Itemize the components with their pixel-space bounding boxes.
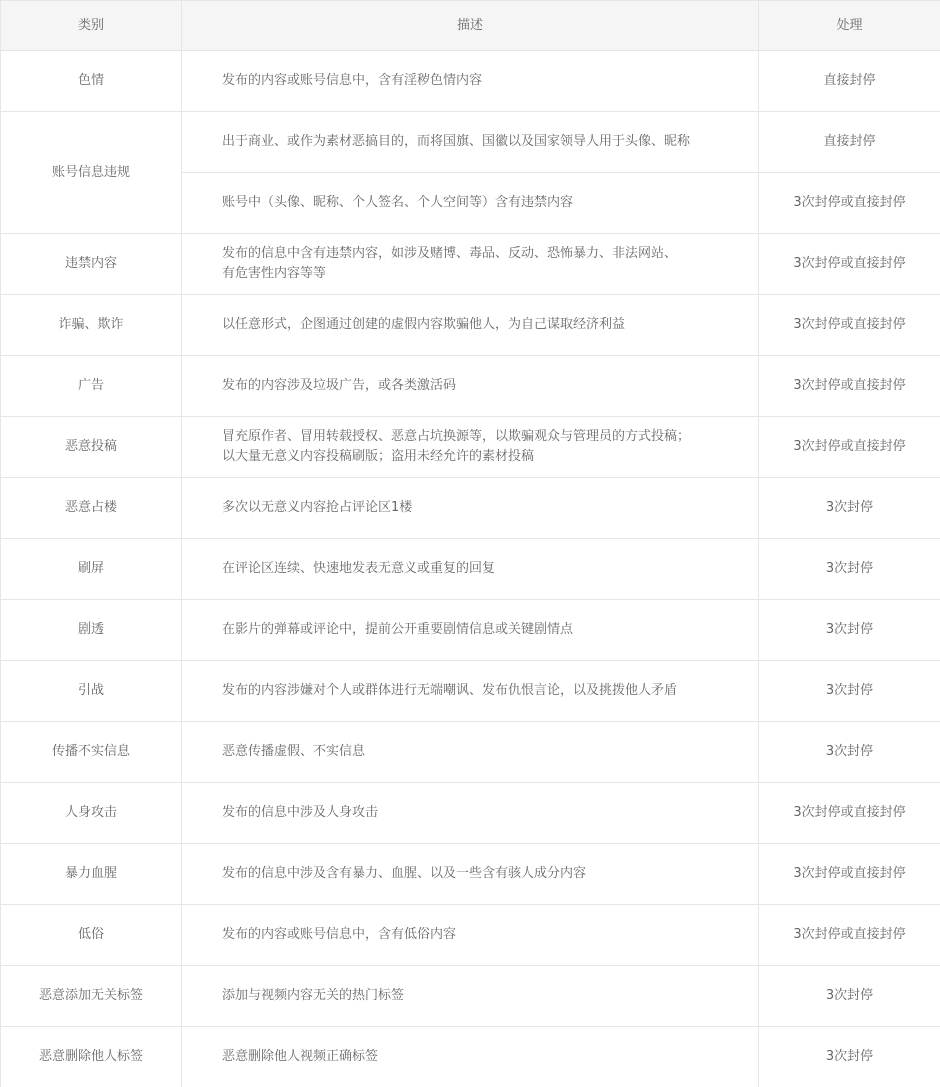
row-category: 违禁内容 — [1, 234, 182, 295]
row-description: 账号中（头像、昵称、个人签名、个人空间等）含有违禁内容 — [182, 173, 759, 234]
row-action: 直接封停 — [759, 112, 940, 173]
table-row — [1, 966, 940, 1027]
table-row — [1, 51, 940, 112]
row-description: 发布的内容或账号信息中，含有低俗内容 — [182, 905, 759, 966]
row-category: 诈骗、欺诈 — [1, 295, 182, 356]
row-description: 发布的内容涉嫌对个人或群体进行无端嘲讽、发布仇恨言论，以及挑拨他人矛盾 — [182, 661, 759, 722]
row-description: 在影片的弹幕或评论中，提前公开重要剧情信息或关键剧情点 — [182, 600, 759, 661]
row-category: 恶意添加无关标签 — [1, 966, 182, 1027]
table-row — [1, 234, 940, 295]
row-category: 传播不实信息 — [1, 722, 182, 783]
row-description: 发布的信息中涉及含有暴力、血腥、以及一些含有骇人成分内容 — [182, 844, 759, 905]
row-category: 色情 — [1, 51, 182, 112]
row-description: 出于商业、或作为素材恶搞目的，而将国旗、国徽以及国家领导人用于头像、昵称 — [182, 112, 759, 173]
row-description: 以任意形式，企图通过创建的虚假内容欺骗他人，为自己谋取经济利益 — [182, 295, 759, 356]
row-action: 3次封停 — [759, 966, 940, 1027]
row-description: 发布的信息中含有违禁内容，如涉及赌博、毒品、反动、恐怖暴力、非法网站、 有危害性内容等等 — [182, 234, 759, 295]
row-category: 刷屏 — [1, 539, 182, 600]
row-description: 发布的信息中涉及人身攻击 — [182, 783, 759, 844]
row-action: 3次封停 — [759, 722, 940, 783]
row-description: 恶意传播虚假、不实信息 — [182, 722, 759, 783]
row-action: 3次封停 — [759, 661, 940, 722]
table-header-row — [1, 1, 940, 51]
row-action: 3次封停或直接封停 — [759, 173, 940, 234]
row-action: 3次封停或直接封停 — [759, 356, 940, 417]
row-category: 恶意投稿 — [1, 417, 182, 478]
row-category: 暴力血腥 — [1, 844, 182, 905]
table-row — [1, 844, 940, 905]
row-description: 发布的内容或账号信息中，含有淫秽色情内容 — [182, 51, 759, 112]
table-row — [1, 722, 940, 783]
header-category: 类别 — [1, 1, 182, 51]
row-category: 引战 — [1, 661, 182, 722]
row-category: 剧透 — [1, 600, 182, 661]
table-row — [1, 661, 940, 722]
row-category: 人身攻击 — [1, 783, 182, 844]
row-description: 在评论区连续、快速地发表无意义或重复的回复 — [182, 539, 759, 600]
table-row — [1, 1027, 940, 1087]
row-action: 直接封停 — [759, 51, 940, 112]
table-row — [1, 295, 940, 356]
table-row — [1, 539, 940, 600]
row-description: 发布的内容涉及垃圾广告，或各类激活码 — [182, 356, 759, 417]
row-action: 3次封停或直接封停 — [759, 905, 940, 966]
row-description: 添加与视频内容无关的热门标签 — [182, 966, 759, 1027]
row-action: 3次封停或直接封停 — [759, 844, 940, 905]
row-action: 3次封停 — [759, 539, 940, 600]
table-row — [1, 417, 940, 478]
table-row — [1, 783, 940, 844]
row-category: 低俗 — [1, 905, 182, 966]
row-action: 3次封停 — [759, 600, 940, 661]
row-action: 3次封停或直接封停 — [759, 417, 940, 478]
row-description: 多次以无意义内容抢占评论区1楼 — [182, 478, 759, 539]
table-row — [1, 112, 940, 173]
row-category: 广告 — [1, 356, 182, 417]
row-description: 冒充原作者、冒用转载授权、恶意占坑换源等，以欺骗观众与管理员的方式投稿； 以大量无意义内容投稿刷版；盗用未经允许的素材投稿 — [182, 417, 759, 478]
table-row — [1, 905, 940, 966]
header-description: 描述 — [182, 1, 759, 51]
row-action: 3次封停 — [759, 1027, 940, 1087]
row-category: 账号信息违规 — [1, 112, 182, 234]
row-category: 恶意删除他人标签 — [1, 1027, 182, 1087]
table-row — [1, 478, 940, 539]
row-action: 3次封停或直接封停 — [759, 234, 940, 295]
row-action: 3次封停 — [759, 478, 940, 539]
row-category: 恶意占楼 — [1, 478, 182, 539]
row-action: 3次封停或直接封停 — [759, 783, 940, 844]
row-description: 恶意删除他人视频正确标签 — [182, 1027, 759, 1087]
row-action: 3次封停或直接封停 — [759, 295, 940, 356]
table-row — [1, 600, 940, 661]
table-row — [1, 356, 940, 417]
header-action: 处理 — [759, 1, 940, 51]
